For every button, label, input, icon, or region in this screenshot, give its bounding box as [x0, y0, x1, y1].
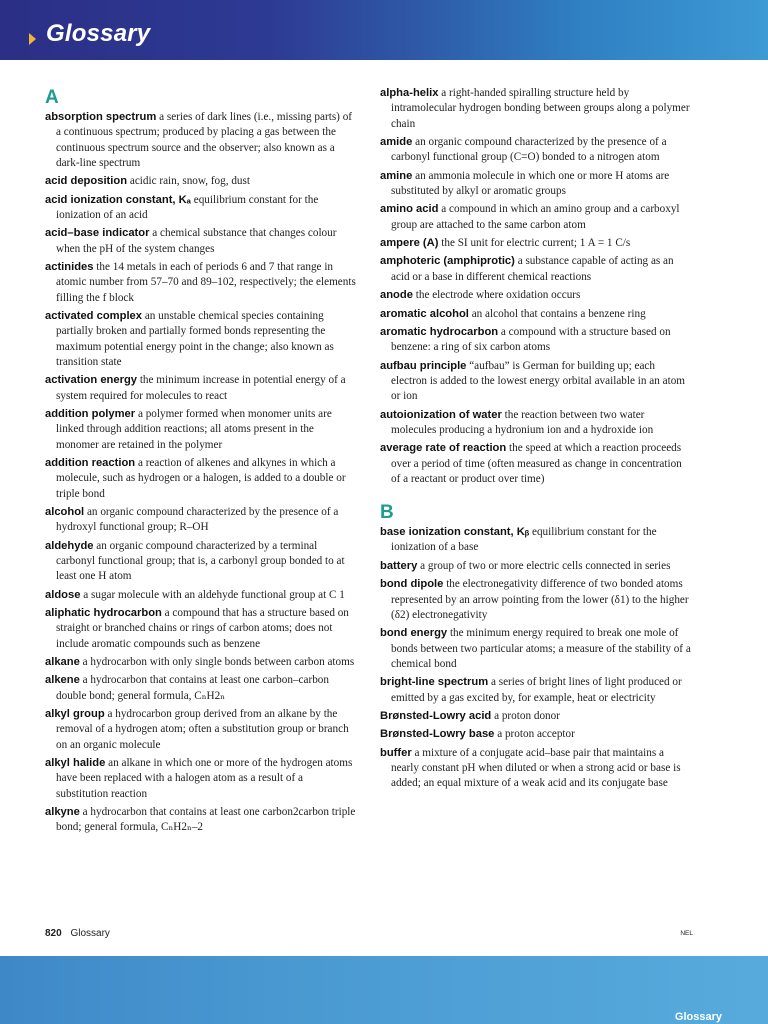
- glossary-term: absorption spectrum: [45, 111, 157, 123]
- glossary-term: acid–base indicator: [45, 227, 150, 240]
- glossary-definition: a hydrocarbon that contains at least one carbon–carbon double bond; general formula, CₙH2ₙ: [56, 674, 329, 702]
- glossary-entry: [380, 288, 692, 303]
- glossary-term: aldehyde: [45, 539, 94, 552]
- glossary-entry: [380, 441, 692, 487]
- glossary-definition: a proton acceptor: [494, 728, 575, 741]
- glossary-entry: [380, 325, 692, 356]
- glossary-term: alkyl halide: [45, 757, 106, 770]
- entries-a-right: [380, 86, 692, 487]
- glossary-entry: [45, 756, 357, 802]
- glossary-definition: a compound in which an amino group and a carboxyl group are attached to the same carbon atom: [391, 203, 680, 231]
- left-column: [45, 86, 357, 839]
- glossary-definition: an organic compound characterized by the presence of a carbonyl functional group (C=O) bonded to a nitrogen atom: [391, 135, 667, 164]
- glossary-entry: [380, 169, 692, 200]
- glossary-term: amino acid: [380, 203, 439, 216]
- glossary-entry: [380, 135, 692, 166]
- glossary-term: alkene: [45, 674, 80, 687]
- glossary-definition: a group of two or more electric cells connected in series: [417, 559, 671, 572]
- bottom-band-label: Glossary: [674, 1011, 722, 1023]
- footer-label: Glossary: [70, 928, 110, 939]
- right-column: [380, 86, 692, 795]
- glossary-term: aliphatic hydrocarbon: [45, 607, 162, 620]
- glossary-definition: a hydrocarbon with only single bonds between carbon atoms: [79, 656, 355, 669]
- glossary-definition: “aufbau” is German for building up; each electron is added to the lowest energy orbital available in an atom or ion: [391, 359, 685, 403]
- glossary-entry: [380, 408, 692, 439]
- glossary-entry: [45, 707, 357, 753]
- glossary-entry: [45, 588, 357, 603]
- glossary-entry: [45, 309, 357, 370]
- glossary-definition: the 14 metals in each of periods 6 and 7 that range in atomic number from 57–70 and 89–102, respectively; the elements filling the f block: [56, 261, 356, 304]
- entries-b: [380, 525, 692, 791]
- glossary-definition: the electrode where oxidation occurs: [412, 289, 581, 302]
- glossary-definition: the SI unit for electric current; 1 A = 1 C/s: [438, 237, 631, 250]
- glossary-entry: [380, 86, 692, 132]
- glossary-entry: [45, 373, 357, 404]
- glossary-term: average rate of reaction: [380, 442, 507, 455]
- glossary-term: base ionization constant, Kᵦ: [380, 526, 530, 539]
- glossary-definition: equilibrium constant for the ionization of an acid: [56, 193, 319, 221]
- glossary-definition: the reaction between two water molecules producing a hydronium ion and a hydroxide ion: [391, 408, 654, 436]
- glossary-definition: a compound that has a structure based on straight or branched chains or rings of carbon atoms; does not include aromatic compounds such as benzene: [56, 607, 349, 650]
- glossary-definition: a hydrocarbon group derived from an alkane by the removal of a hydrogen atom; often a substitution group or branch on an organic molecule: [56, 708, 349, 751]
- glossary-term: amine: [380, 169, 413, 182]
- glossary-term: alpha-helix: [380, 87, 439, 99]
- glossary-term: aromatic hydrocarbon: [380, 325, 499, 338]
- glossary-term: battery: [380, 559, 418, 572]
- glossary-definition: a series of dark lines (i.e., missing parts) of a continuous spectrum; produced by placing a gas between the continuous spectrum source and the observer; also known as a dark-line spectrum: [56, 111, 353, 169]
- glossary-definition: acidic rain, snow, fog, dust: [127, 175, 250, 188]
- glossary-term: Brønsted-Lowry base: [380, 728, 495, 741]
- glossary-definition: an organic compound characterized by the presence of a hydroxyl functional group; R–OH: [56, 505, 339, 534]
- section-letter-a: A: [45, 87, 59, 108]
- glossary-entry: [380, 359, 692, 405]
- glossary-term: addition reaction: [45, 456, 136, 469]
- glossary-term: alcohol: [45, 505, 85, 518]
- glossary-entry: [380, 577, 692, 623]
- glossary-entry: [380, 559, 692, 574]
- glossary-definition: a series of bright lines of light produced or emitted by a gas excited by, for example, heat or electricity: [391, 676, 682, 704]
- glossary-definition: an unstable chemical species containing partially broken and partially formed bonds representing the maximum potential energy point in the change; also known as transition state: [56, 310, 334, 368]
- glossary-entry: [45, 260, 357, 306]
- glossary-term: aromatic alcohol: [380, 307, 469, 320]
- glossary-definition: a substance capable of acting as an acid or a base in different chemical reactions: [391, 255, 674, 283]
- glossary-header-banner: [0, 0, 768, 60]
- glossary-entry: [380, 254, 692, 285]
- glossary-term: Brønsted-Lowry acid: [380, 709, 492, 722]
- glossary-entry: [45, 505, 357, 536]
- glossary-definition: a sugar molecule with an aldehyde functional group at C 1: [80, 588, 345, 601]
- glossary-entry: [45, 456, 357, 502]
- glossary-term: actinides: [45, 261, 94, 274]
- glossary-term: buffer: [380, 746, 412, 759]
- glossary-entry: [380, 727, 692, 742]
- glossary-term: acid ionization constant, Kₐ: [45, 193, 191, 206]
- page-number: 820: [45, 928, 62, 939]
- glossary-entry: [380, 525, 692, 556]
- glossary-entry: [380, 626, 692, 672]
- glossary-term: alkyl group: [45, 708, 105, 721]
- triangle-bullet-icon: [29, 33, 36, 45]
- glossary-definition: the minimum energy required to break one mole of bonds between two particular atoms; a measure of the stability of a chemical bond: [391, 627, 691, 670]
- glossary-definition: a compound with a structure based on benzene: a ring of six carbon atoms: [391, 325, 671, 354]
- glossary-entry: [45, 226, 357, 257]
- glossary-definition: a chemical substance that changes colour when the pH of the system changes: [56, 227, 337, 255]
- page-footer: [45, 928, 693, 942]
- glossary-definition: the minimum increase in potential energy of a system required for molecules to react: [56, 374, 346, 402]
- glossary-entry: [380, 746, 692, 792]
- glossary-term: acid deposition: [45, 175, 128, 188]
- glossary-definition: an ammonia molecule in which one or more H atoms are substituted by alkyl or aromatic groups: [391, 169, 670, 197]
- glossary-definition: a proton donor: [491, 709, 560, 722]
- glossary-definition: the speed at which a reaction proceeds over a period of time (often measured as change in concentration of a reactant or product over time): [391, 442, 682, 485]
- glossary-entry: [45, 110, 357, 171]
- glossary-entry: [45, 673, 357, 704]
- glossary-definition: a hydrocarbon that contains at least one carbon2carbon triple bond; general formula, CₙH2ₙ–2: [56, 806, 356, 834]
- glossary-term: alkane: [45, 656, 80, 669]
- page-title: Glossary: [46, 20, 151, 47]
- glossary-entry: [380, 675, 692, 706]
- glossary-definition: the electronegativity difference of two bonded atoms represented by an arrow pointing from the lower (δ1) to the higher (δ2) electronegativity: [391, 578, 689, 621]
- glossary-entry: [45, 174, 357, 189]
- glossary-entry: [380, 202, 692, 233]
- glossary-term: aldose: [45, 588, 81, 601]
- glossary-term: autoionization of water: [380, 408, 502, 421]
- glossary-entry: [45, 655, 357, 670]
- glossary-term: anode: [380, 289, 413, 302]
- glossary-term: aufbau principle: [380, 359, 467, 372]
- glossary-entry: [45, 407, 357, 453]
- glossary-term: amide: [380, 135, 413, 148]
- glossary-entry: [45, 539, 357, 585]
- glossary-term: amphoteric (amphiprotic): [380, 255, 515, 268]
- glossary-entry: [380, 307, 692, 322]
- entries-a-left: [45, 110, 357, 836]
- glossary-definition: a polymer formed when monomer units are linked through addition reactions; all atoms present in the monomer are retained in the polymer: [56, 408, 332, 451]
- glossary-term: activation energy: [45, 374, 138, 387]
- glossary-definition: an organic compound characterized by a terminal carbonyl functional group; that is, a carbonyl group bonded to at least one H atom: [56, 539, 345, 583]
- glossary-definition: equilibrium constant for the ionization of a base: [391, 526, 657, 554]
- glossary-term: bond dipole: [380, 578, 444, 591]
- glossary-entry: [45, 606, 357, 652]
- glossary-term: activated complex: [45, 310, 143, 323]
- glossary-definition: a right-handed spiralling structure held by intramolecular hydrogen bonding between groups along a polymer chain: [391, 87, 690, 130]
- glossary-term: bond energy: [380, 627, 448, 640]
- glossary-definition: an alkane in which one or more of the hydrogen atoms have been replaced with a halogen atom as a result of a substitution reaction: [56, 757, 353, 800]
- bottom-band: [0, 956, 768, 1024]
- glossary-term: alkyne: [45, 806, 80, 819]
- section-letter-b: B: [380, 502, 394, 524]
- glossary-term: ampere (A): [380, 237, 439, 250]
- glossary-entry: [380, 236, 692, 251]
- glossary-definition: an alcohol that contains a benzene ring: [468, 307, 646, 320]
- publisher-mark: NEL: [680, 930, 693, 937]
- glossary-entry: [45, 193, 357, 224]
- glossary-definition: a mixture of a conjugate acid–base pair that maintains a nearly constant pH when diluted or when a strong acid or base is added; an equal mixture of a weak acid and its conjugate base: [391, 746, 681, 790]
- glossary-entry: [380, 709, 692, 724]
- glossary-entry: [45, 805, 357, 836]
- glossary-term: addition polymer: [45, 408, 136, 420]
- glossary-term: bright-line spectrum: [380, 676, 489, 689]
- glossary-definition: a reaction of alkenes and alkynes in which a molecule, such as hydrogen or a halogen, is added to a double or triple bond: [56, 456, 346, 500]
